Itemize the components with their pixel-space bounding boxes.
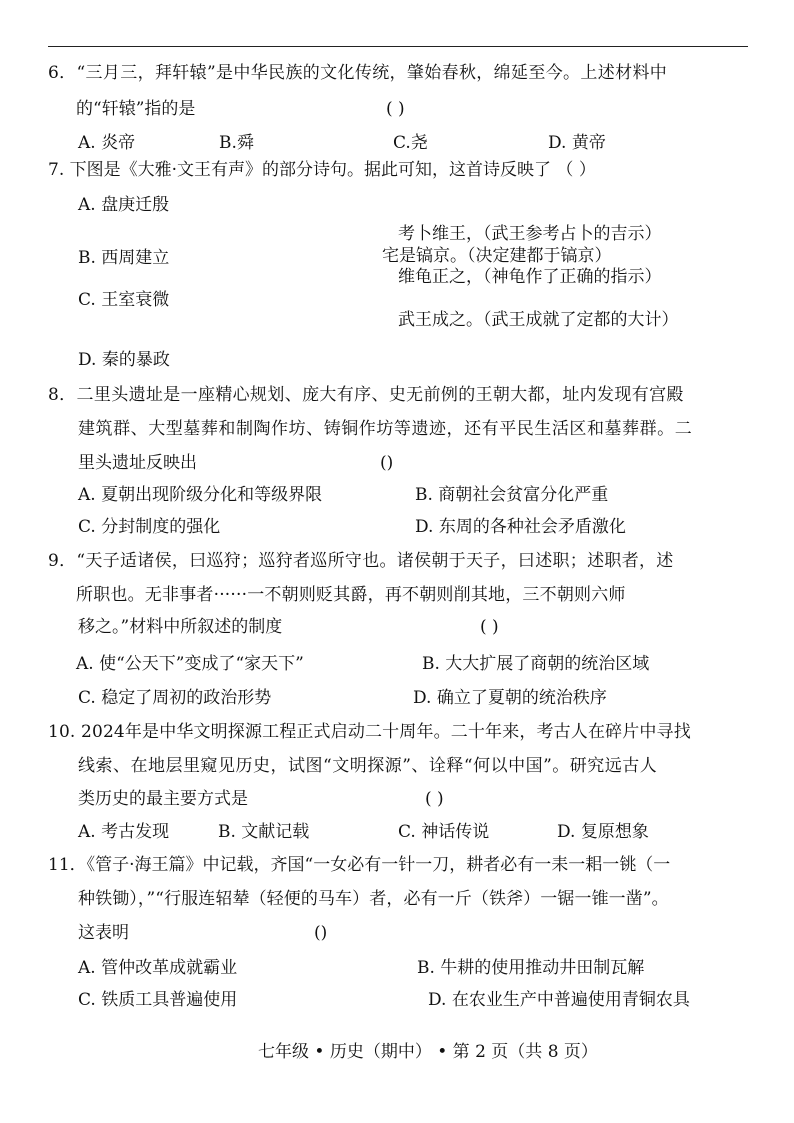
q8-stem-line3: 里头遗址反映出 <box>78 453 197 473</box>
q7-option-a: A. 盘庚迁殷 <box>78 195 170 215</box>
q7-option-d: D. 秦的暴政 <box>78 350 170 370</box>
top-rule <box>48 46 748 47</box>
q9-stem-line2: 所职也。无非事者······一不朝则贬其爵，再不朝则削其地，三不朝则六师 <box>76 585 626 605</box>
q6-option-d: D. 黄帝 <box>548 133 606 153</box>
q8-stem-line2: 建筑群、大型墓葬和制陶作坊、铸铜作坊等遗迹，还有平民生活区和墓葬群。二 <box>78 419 693 439</box>
q9-option-c: C. 稳定了周初的政治形势 <box>78 688 272 708</box>
q6-stem-line2: 的“轩辕”指的是 <box>76 99 196 119</box>
q10-stem-line1: 10. 2024年是中华文明探源工程正式启动二十周年。二十年来，考古人在碎片中寻找 <box>48 722 691 742</box>
poem-line-2: 宅是镐京。（决定建都于镐京） <box>382 246 612 266</box>
q11-stem-line3: 这表明 <box>78 923 129 943</box>
q11-answer-paren: () <box>314 923 328 943</box>
q11-option-a: A. 管仲改革成就霸业 <box>78 958 238 978</box>
q7-option-b: B. 西周建立 <box>78 248 170 268</box>
q10-option-a: A. 考古发现 <box>78 822 170 842</box>
q11-stem-line2: 种铁锄），”“行服连轺辇（轻便的马车）者，必有一斤（铁斧）一锯一锥一凿”。 <box>78 889 669 909</box>
q10-option-d: D. 复原想象 <box>557 822 649 842</box>
q10-option-b: B. 文献记载 <box>218 822 310 842</box>
q6-stem-line1: 6．“三月三，拜轩辕”是中华民族的文化传统，肇始春秋，绵延至今。上述材料中 <box>48 63 668 83</box>
q8-option-a: A. 夏朝出现阶级分化和等级界限 <box>78 485 323 505</box>
q9-option-d: D. 确立了夏朝的统治秩序 <box>413 688 607 708</box>
q11-option-c: C. 铁质工具普遍使用 <box>78 990 238 1010</box>
q8-option-c: C. 分封制度的强化 <box>78 517 221 537</box>
q6-option-b: B.舜 <box>219 133 254 153</box>
poem-line-1: 考卜维王，（武王参考占卜的吉示） <box>398 224 662 244</box>
q11-option-b: B. 牛耕的使用推动井田制瓦解 <box>417 958 645 978</box>
q9-answer-paren: ( ) <box>480 617 499 637</box>
q8-option-b: B. 商朝社会贫富分化严重 <box>415 485 609 505</box>
q9-stem-line3: 移之。”材料中所叙述的制度 <box>78 617 283 637</box>
q9-option-a: A. 使“公天下”变成了“家天下” <box>76 654 304 674</box>
q7-stem: 7. 下图是《大雅·文王有声》的部分诗句。据此可知，这首诗反映了 （ ） <box>48 160 596 180</box>
q11-stem-line1: 11．《管子·海王篇》中记载，齐国“一女必有一针一刀，耕者必有一耒一耜一铫（一 <box>48 855 671 875</box>
q8-answer-paren: () <box>380 453 394 473</box>
q6-answer-paren: ( ) <box>386 99 405 119</box>
q10-stem-line3: 类历史的最主要方式是 <box>78 789 248 809</box>
poem-line-4: 武王成之。（武王成就了定都的大计） <box>398 310 679 330</box>
poem-line-3: 维龟正之，（神龟作了正确的指示） <box>398 267 662 287</box>
q10-answer-paren: ( ) <box>425 789 444 809</box>
q9-stem-line1: 9．“天子适诸侯，曰巡狩；巡狩者巡所守也。诸侯朝于天子，曰述职；述职者，述 <box>48 551 674 571</box>
q8-option-d: D. 东周的各种社会矛盾激化 <box>415 517 626 537</box>
q8-stem-line1: 8．二里头遗址是一座精心规划、庞大有序、史无前例的王朝大都，址内发现有宫殿 <box>48 385 684 405</box>
q6-option-c: C.尧 <box>393 133 428 153</box>
q9-option-b: B. 大大扩展了商朝的统治区域 <box>422 654 650 674</box>
q6-option-a: A. 炎帝 <box>78 133 136 153</box>
q10-option-c: C. 神话传说 <box>398 822 490 842</box>
q11-option-d: D. 在农业生产中普遍使用青铜农具 <box>428 990 690 1010</box>
page-footer: 七年级 • 历史（期中） • 第 2 页（共 8 页） <box>258 1042 598 1062</box>
q7-option-c: C. 王室衰微 <box>78 290 170 310</box>
q10-stem-line2: 线索、在地层里窥见历史，试图“文明探源”、诠释“何以中国”。研究远古人 <box>78 756 658 776</box>
